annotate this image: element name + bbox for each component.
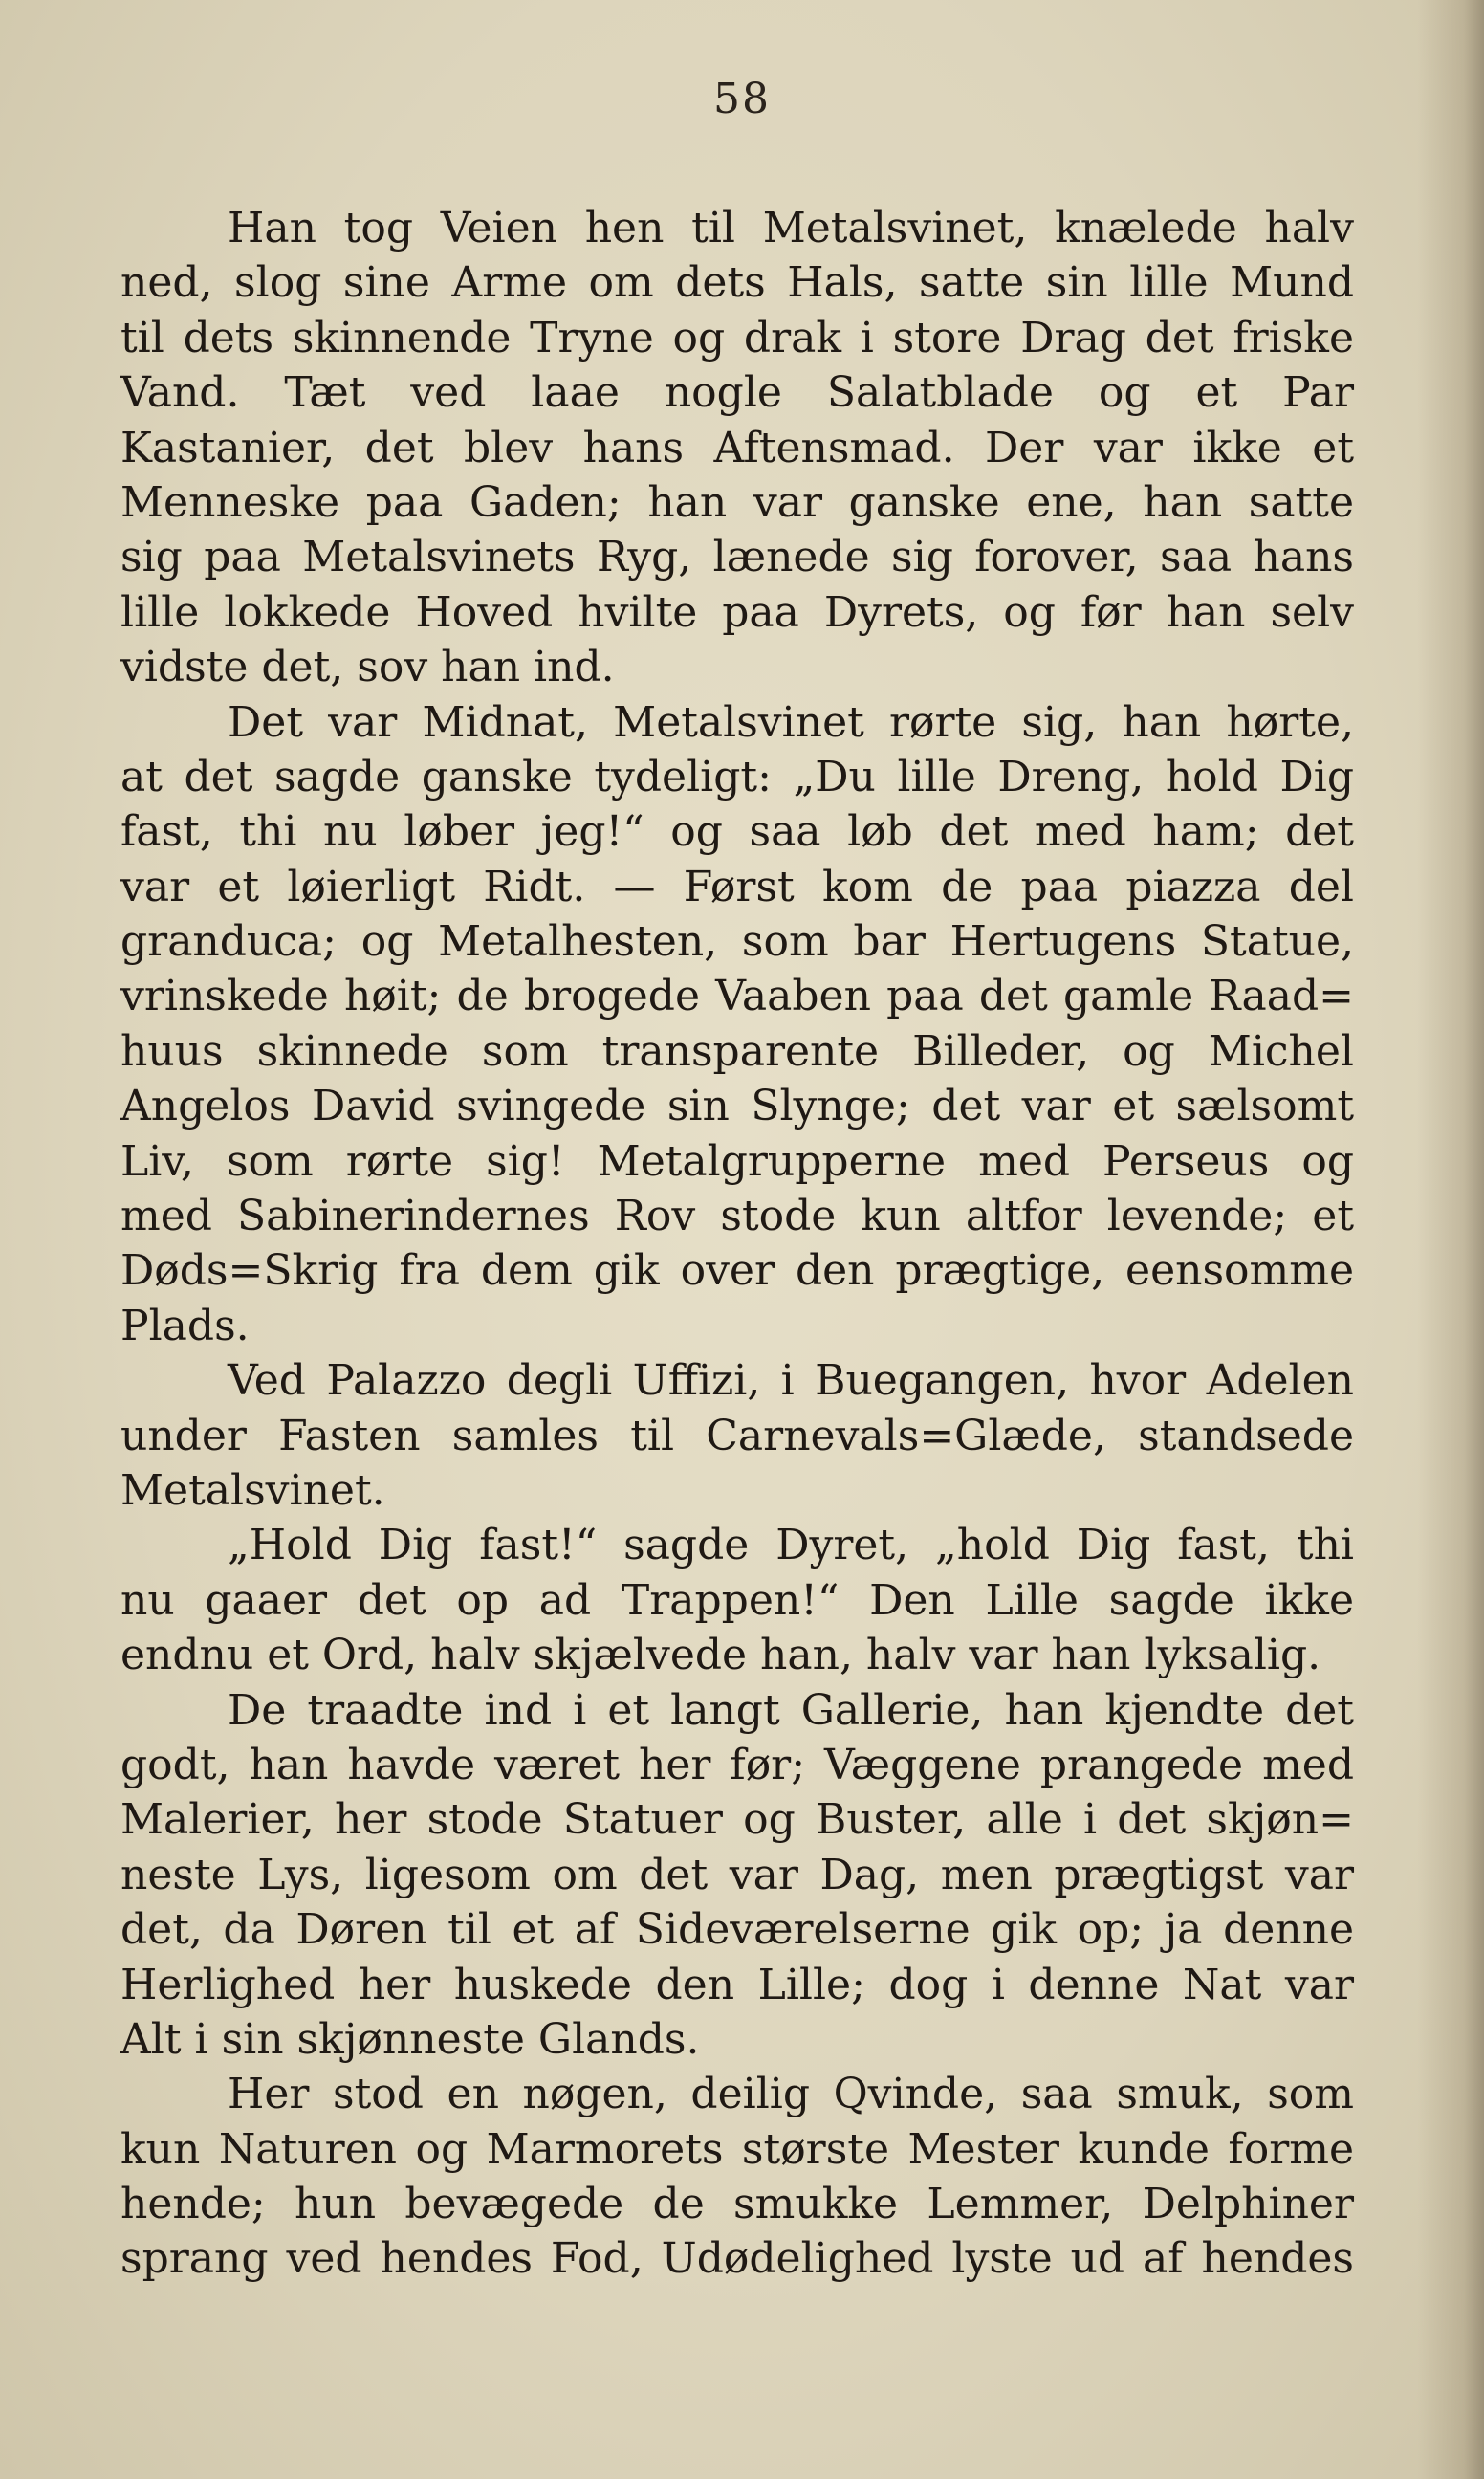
- body-text: [120, 201, 1354, 2287]
- text-line: hende; hun bevægede de smukke Lemmer, Delphiner: [120, 2180, 1354, 2229]
- text-line: til dets skinnende Tryne og drak i store Drag det friske: [120, 313, 1354, 362]
- text-line: Herlighed her huskede den Lille; dog i denne Nat var: [120, 1960, 1354, 2009]
- text-line: Metalsvinet.: [120, 1465, 385, 1515]
- text-line: Ved Palazzo degli Uffizi, i Buegangen, hvor Adelen: [228, 1356, 1354, 1406]
- text-line: Døds=Skrig fra dem gik over den prægtige, eensomme: [120, 1246, 1354, 1296]
- text-line: Alt i sin skjønneste Glands.: [120, 2014, 700, 2064]
- text-line: ned, slog sine Arme om dets Hals, satte sin lille Mund: [120, 258, 1354, 308]
- text-line: Kastanier, det blev hans Aftensmad. Der var ikke et: [120, 423, 1354, 472]
- text-line: Liv, som rørte sig! Metalgrupperne med Perseus og: [120, 1136, 1354, 1186]
- text-line: lille lokkede Hoved hvilte paa Dyrets, og før han selv: [120, 587, 1354, 637]
- text-line: Her stod en nøgen, deilig Qvinde, saa smuk, som: [228, 2070, 1354, 2119]
- text-line: med Sabinerindernes Rov stode kun altfor levende; et: [120, 1192, 1354, 1241]
- text-line: endnu et Ord, halv skjælvede han, halv var han lyksalig.: [120, 1631, 1321, 1680]
- text-line: granduca; og Metalhesten, som bar Hertugens Statue,: [120, 917, 1354, 967]
- text-line: sig paa Metalsvinets Ryg, lænede sig forover, saa hans: [120, 533, 1354, 582]
- text-line: De traadte ind i et langt Gallerie, han kjendte det: [228, 1685, 1354, 1735]
- text-line: neste Lys, ligesom om det var Dag, men prægtigst var: [120, 1850, 1354, 1899]
- text-line: godt, han havde været her før; Væggene prangede med: [120, 1740, 1354, 1789]
- text-line: under Fasten samles til Carnevals=Glæde, standsede: [120, 1411, 1354, 1460]
- text-line: vidste det, sov han ind.: [120, 643, 615, 692]
- text-line: Malerier, her stode Statuer og Buster, alle i det skjøn=: [120, 1795, 1354, 1845]
- text-line: vrinskede høit; de brogede Vaaben paa det gamle Raad=: [120, 972, 1354, 1021]
- text-line: kun Naturen og Marmorets største Mester kunde forme: [120, 2124, 1354, 2174]
- text-line: Angelos David svingede sin Slynge; det var et sælsomt: [120, 1082, 1354, 1131]
- text-line: nu gaaer det op ad Trappen!“ Den Lille sagde ikke: [120, 1575, 1354, 1625]
- text-line: Plads.: [120, 1301, 250, 1350]
- text-line: fast, thi nu løber jeg!“ og saa løb det med ham; det: [120, 807, 1354, 857]
- text-line: Det var Midnat, Metalsvinet rørte sig, han hørte,: [228, 697, 1354, 747]
- text-line: Han tog Veien hen til Metalsvinet, knælede halv: [228, 204, 1354, 252]
- text-line: Menneske paa Gaden; han var ganske ene, han satte: [120, 477, 1354, 527]
- page-number: 58: [713, 75, 771, 123]
- page-edge-shadow: [1417, 0, 1484, 2479]
- text-line: Vand. Tæt ved laae nogle Salatblade og et Par: [120, 368, 1354, 418]
- text-line: huus skinnede som transparente Billeder, og Michel: [120, 1026, 1354, 1076]
- text-line: sprang ved hendes Fod, Udødelighed lyste ud af hendes: [120, 2234, 1354, 2284]
- text-line: det, da Døren til et af Sideværelserne gik op; ja denne: [120, 1905, 1354, 1955]
- text-line: at det sagde ganske tydeligt: „Du lille Dreng, hold Dig: [120, 752, 1354, 801]
- text-line: var et løierligt Ridt. — Først kom de paa piazza del: [120, 862, 1354, 911]
- text-line: „Hold Dig fast!“ sagde Dyret, „hold Dig fast, thi: [228, 1521, 1354, 1570]
